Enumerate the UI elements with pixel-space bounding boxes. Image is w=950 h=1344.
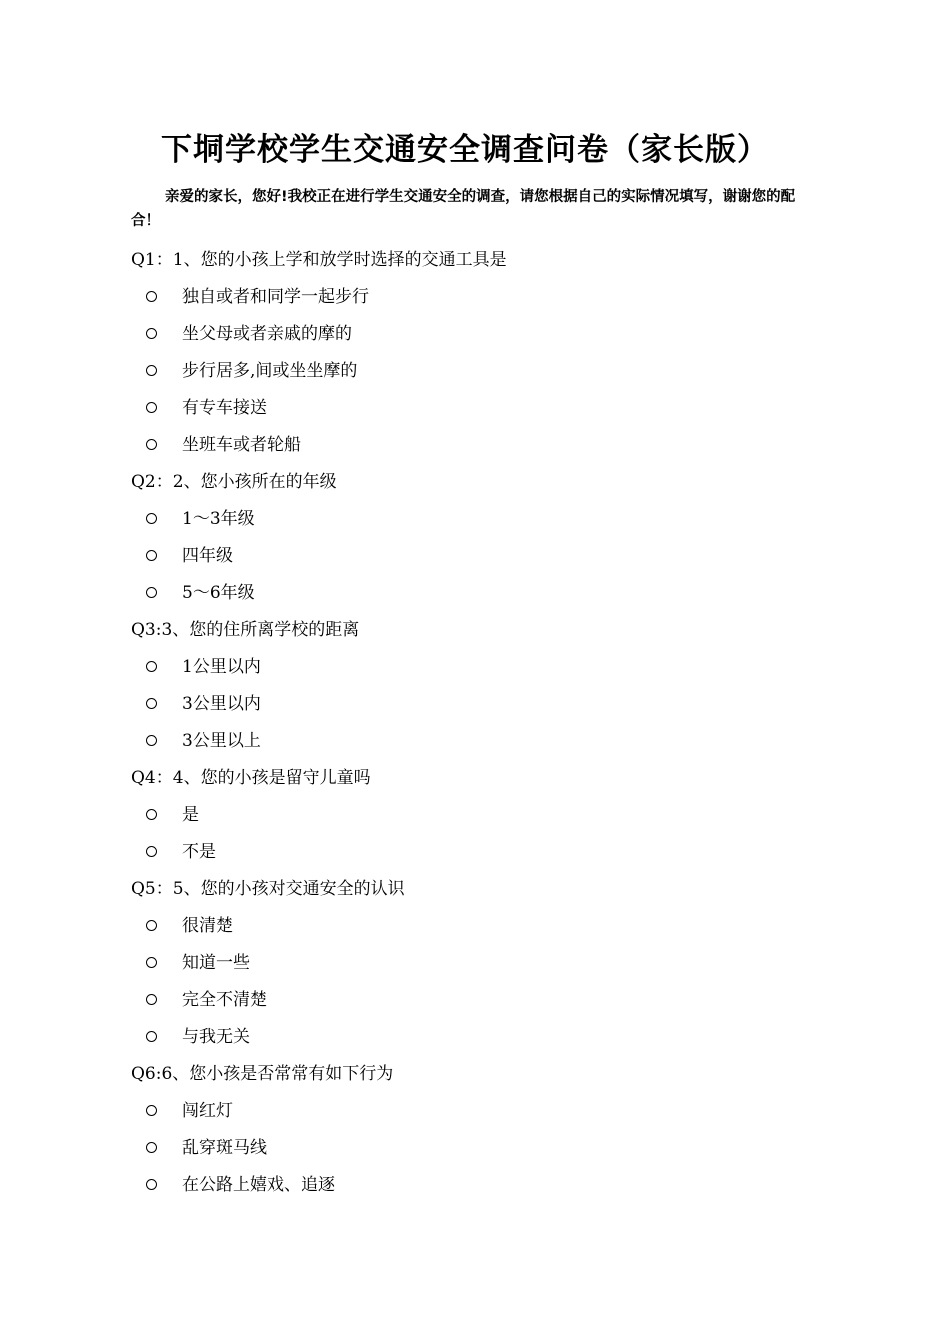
option-item[interactable] (131, 834, 831, 871)
radio-button[interactable] (146, 809, 157, 820)
option-item[interactable] (131, 649, 831, 686)
option-label[interactable]: 步行居多,间或坐坐摩的 (182, 361, 358, 381)
question-text: Q3:3、您的住所离学校的距离 (131, 620, 360, 640)
option-item[interactable] (131, 427, 831, 464)
option-label[interactable]: 是 (182, 805, 199, 825)
option-item[interactable] (131, 575, 831, 612)
radio-button[interactable] (146, 735, 157, 746)
option-item[interactable] (131, 1093, 831, 1130)
radio-button[interactable] (146, 439, 157, 450)
radio-button[interactable] (146, 661, 157, 672)
question-5 (131, 871, 831, 1056)
question-text: Q5：5、您的小孩对交通安全的认识 (131, 879, 405, 899)
option-label[interactable]: 坐父母或者亲戚的摩的 (182, 324, 352, 344)
option-label[interactable]: 3公里以内 (182, 694, 261, 714)
option-item[interactable] (131, 723, 831, 760)
question-1 (131, 242, 831, 464)
radio-button[interactable] (146, 1179, 157, 1190)
option-label[interactable]: 5～6年级 (182, 583, 255, 603)
option-label[interactable]: 完全不清楚 (182, 990, 267, 1010)
radio-button[interactable] (146, 1105, 157, 1116)
radio-button[interactable] (146, 291, 157, 302)
question-text: Q1：1、您的小孩上学和放学时选择的交通工具是 (131, 250, 507, 270)
option-item[interactable] (131, 501, 831, 538)
option-item[interactable] (131, 316, 831, 353)
option-item[interactable] (131, 1130, 831, 1167)
intro-paragraph: 亲爱的家长，您好!我校正在进行学生交通安全的调查，请您根据自己的实际情况填写，谢谢您的配合！ (131, 189, 796, 229)
option-label[interactable]: 坐班车或者轮船 (182, 435, 301, 455)
option-label[interactable]: 不是 (182, 842, 216, 862)
question-text: Q4：4、您的小孩是留守儿童吗 (131, 768, 371, 788)
option-label[interactable]: 闯红灯 (182, 1101, 233, 1121)
question-list (131, 242, 831, 1204)
document-title: 下垌学校学生交通安全调查问卷（家长版） (161, 132, 769, 168)
option-label[interactable]: 1公里以内 (182, 657, 261, 677)
option-label[interactable]: 3公里以上 (182, 731, 261, 751)
radio-button[interactable] (146, 994, 157, 1005)
radio-button[interactable] (146, 920, 157, 931)
option-item[interactable] (131, 945, 831, 982)
option-item[interactable] (131, 1167, 831, 1204)
option-label[interactable]: 有专车接送 (182, 398, 267, 418)
radio-button[interactable] (146, 402, 157, 413)
option-item[interactable] (131, 908, 831, 945)
question-text: Q2：2、您小孩所在的年级 (131, 472, 337, 492)
option-label[interactable]: 知道一些 (182, 953, 250, 973)
option-label[interactable]: 与我无关 (182, 1027, 250, 1047)
radio-button[interactable] (146, 698, 157, 709)
option-label[interactable]: 四年级 (182, 546, 233, 566)
question-4 (131, 760, 831, 871)
radio-button[interactable] (146, 846, 157, 857)
radio-button[interactable] (146, 957, 157, 968)
option-label[interactable]: 独自或者和同学一起步行 (182, 287, 369, 307)
option-label[interactable]: 在公路上嬉戏、追逐 (182, 1175, 335, 1195)
option-item[interactable] (131, 982, 831, 1019)
radio-button[interactable] (146, 1031, 157, 1042)
option-label[interactable]: 1～3年级 (182, 509, 255, 529)
option-item[interactable] (131, 279, 831, 316)
radio-button[interactable] (146, 587, 157, 598)
option-item[interactable] (131, 686, 831, 723)
radio-button[interactable] (146, 365, 157, 376)
option-label[interactable]: 乱穿斑马线 (182, 1138, 267, 1158)
question-2 (131, 464, 831, 612)
radio-button[interactable] (146, 513, 157, 524)
question-6 (131, 1056, 831, 1204)
question-text: Q6:6、您小孩是否常常有如下行为 (131, 1064, 394, 1084)
option-item[interactable] (131, 1019, 831, 1056)
radio-button[interactable] (146, 328, 157, 339)
radio-button[interactable] (146, 1142, 157, 1153)
radio-button[interactable] (146, 550, 157, 561)
option-label[interactable]: 很清楚 (182, 916, 233, 936)
option-item[interactable] (131, 797, 831, 834)
option-item[interactable] (131, 353, 831, 390)
option-item[interactable] (131, 538, 831, 575)
option-item[interactable] (131, 390, 831, 427)
question-3 (131, 612, 831, 760)
